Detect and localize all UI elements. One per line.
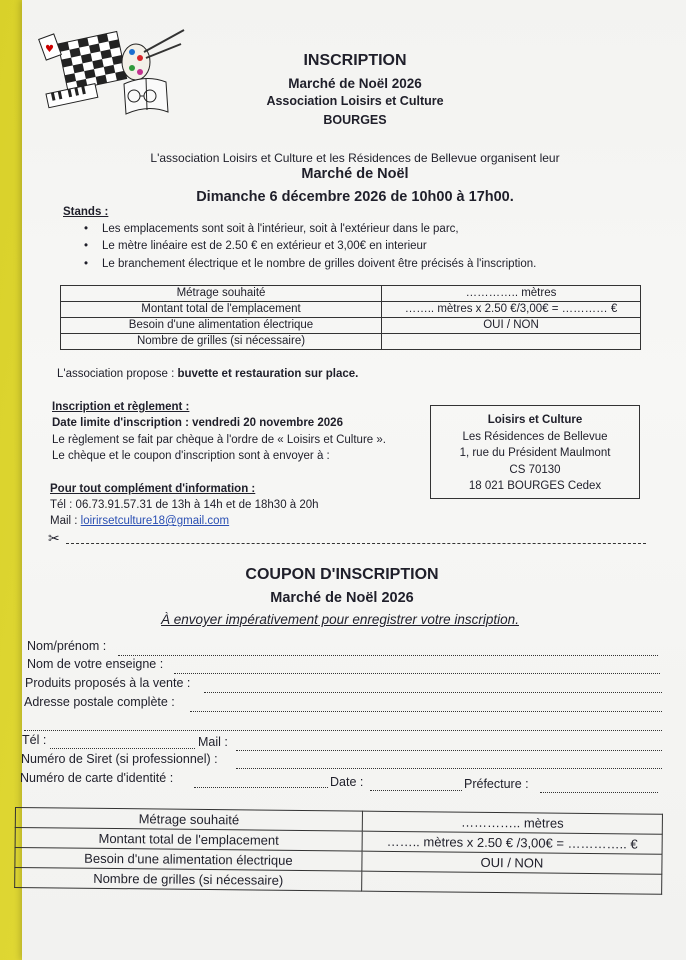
table-cell-label: Montant total de l'emplacement — [61, 302, 382, 318]
field-products-input[interactable] — [204, 692, 662, 693]
table-cell-value[interactable]: OUI / NON — [362, 851, 662, 874]
intro-event-name: Marché de Noël — [301, 166, 409, 182]
buvette-prefix: L'association propose : — [57, 368, 178, 380]
reglement-heading: Inscription et règlement : — [52, 401, 190, 413]
table-cell-label: Nombre de grilles (si nécessaire) — [15, 868, 362, 892]
table-cell-value[interactable]: OUI / NON — [382, 318, 641, 334]
coupon-table — [14, 807, 663, 895]
contact-heading: Pour tout complément d'information : — [50, 483, 256, 495]
scissors-icon: ✂ — [48, 530, 60, 546]
field-date-input[interactable] — [370, 790, 462, 791]
table-cell-value[interactable] — [382, 334, 641, 350]
field-address-label: Adresse postale complète : — [24, 695, 175, 709]
field-mail-input[interactable] — [236, 750, 662, 751]
field-prefecture-label: Préfecture : — [464, 777, 529, 791]
address-box — [430, 405, 640, 499]
stands-heading: Stands : — [63, 206, 109, 218]
address-name: Loisirs et Culture — [487, 414, 583, 426]
address-line-4: 18 021 BOURGES Cedex — [468, 480, 602, 492]
table-cell-label: Besoin d'une alimentation électrique — [61, 318, 382, 334]
table-cell-value[interactable]: ………….. mètres — [382, 286, 641, 302]
field-prefecture-input[interactable] — [540, 792, 658, 793]
city-name: BOURGES — [323, 113, 387, 127]
contact-mail-line — [50, 515, 229, 527]
coupon-event: Marché de Noël 2026 — [270, 590, 414, 606]
event-subtitle: Marché de Noël 2026 — [288, 76, 422, 91]
buvette-line — [57, 368, 358, 380]
field-siret-label: Numéro de Siret (si professionnel) : — [21, 752, 218, 766]
address-line-1: Les Résidences de Bellevue — [462, 430, 608, 443]
association-name: Association Loisirs et Culture — [266, 94, 444, 108]
stands-bullet-1: • Les emplacements sont soit à l'intérieur, soit à l'extérieur dans le parc, — [102, 223, 459, 235]
reglement-line-2: Le chèque et le coupon d'inscription sont à envoyer à : — [52, 450, 330, 462]
reglement-line-1: Le règlement se fait par chèque à l'ordre de « Loisirs et Culture ». — [52, 434, 386, 446]
svg-text:♥: ♥ — [45, 44, 54, 55]
cut-line — [66, 543, 646, 544]
intro-text: L'association Loisirs et Culture et les Résidences de Bellevue organisent leur — [150, 151, 560, 165]
deadline-text: Date limite d'inscription : vendredi 20 novembre 2026 — [52, 417, 343, 429]
field-tel-input[interactable] — [50, 748, 195, 749]
contact-tel: Tél : 06.73.91.57.31 de 13h à 14h et de 18h30 à 20h — [50, 499, 319, 511]
table-cell-label: Métrage souhaité — [15, 808, 362, 832]
address-line-3: CS 70130 — [509, 463, 561, 476]
contact-mail-link[interactable]: loirirsetculture18@gmail.com — [80, 515, 230, 527]
stand-table — [60, 285, 641, 350]
field-id-label: Numéro de carte d'identité : — [20, 771, 174, 785]
field-siret-input[interactable] — [236, 768, 662, 769]
field-sign-input[interactable] — [174, 673, 660, 674]
stands-bullet-2: • Le mètre linéaire est de 2.50 € en extérieur et 3,00€ en interieur — [102, 240, 427, 252]
field-date-label: Date : — [330, 775, 364, 789]
table-cell-label: Besoin d'une alimentation électrique — [15, 848, 362, 872]
stands-bullet-3: • Le branchement électrique et le nombre de grilles doivent être précisés à l'inscription. — [102, 258, 536, 270]
page-title: INSCRIPTION — [303, 52, 407, 69]
table-cell-label: Montant total de l'emplacement — [15, 828, 362, 852]
field-id-input[interactable] — [194, 787, 328, 788]
address-line-2: 1, rue du Président Maulmont — [459, 447, 611, 459]
table-cell-value[interactable]: ………….. mètres — [362, 811, 662, 834]
field-name-input[interactable] — [118, 655, 658, 656]
table-cell-label: Nombre de grilles (si nécessaire) — [61, 334, 382, 350]
coupon-note: À envoyer impérativement pour enregistrer votre inscription. — [161, 612, 519, 627]
field-address-input[interactable] — [190, 711, 662, 712]
intro-date: Dimanche 6 décembre 2026 de 10h00 à 17h00. — [196, 189, 514, 205]
table-cell-value[interactable]: …….. mètres x 2.50 € /3,00€ = ………….. € — [362, 831, 662, 854]
coupon-title: COUPON D'INSCRIPTION — [245, 566, 439, 583]
field-address-input-2[interactable] — [24, 730, 662, 731]
field-sign-label: Nom de votre enseigne : — [27, 657, 164, 671]
field-mail-label: Mail : — [198, 735, 228, 749]
buvette-bold: buvette et restauration sur place. — [177, 368, 359, 380]
field-name-label: Nom/prénom : — [27, 639, 107, 653]
contact-mail-label: Mail : — [50, 515, 81, 527]
field-products-label: Produits proposés à la vente : — [25, 676, 191, 690]
table-cell-label: Métrage souhaité — [61, 286, 382, 302]
field-tel-label: Tél : — [22, 733, 47, 747]
table-cell-value[interactable] — [362, 871, 662, 894]
leisure-logo-icon — [36, 22, 186, 122]
table-cell-value[interactable]: …….. mètres x 2.50 €/3,00€ = ………… € — [382, 302, 641, 318]
